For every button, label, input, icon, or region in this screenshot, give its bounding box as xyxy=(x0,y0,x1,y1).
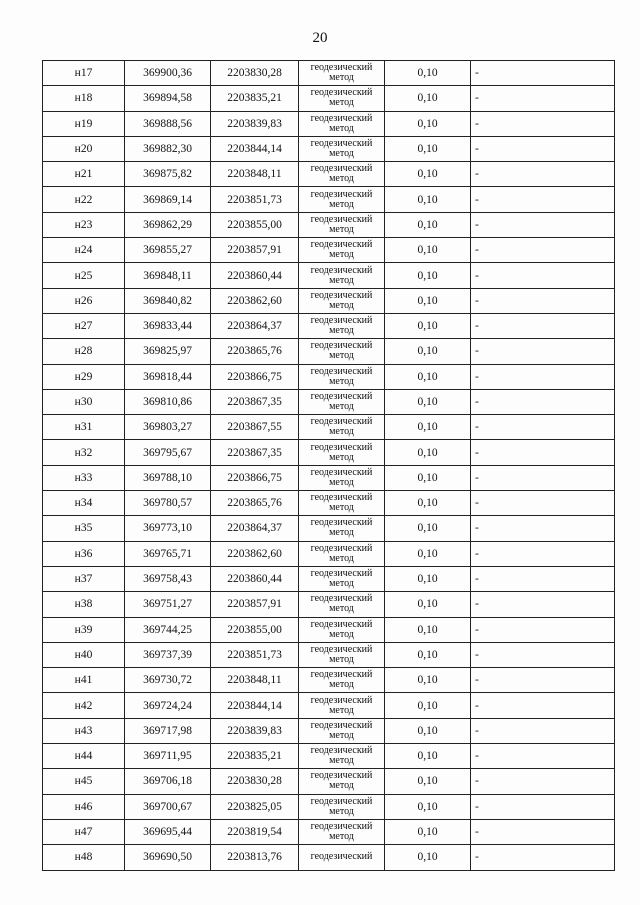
table-row xyxy=(43,238,615,263)
table-row xyxy=(43,111,615,136)
x-coordinate-cell: 369717,98 xyxy=(125,718,211,743)
point-number-cell: н25 xyxy=(43,263,125,288)
accuracy-cell: 0,10 xyxy=(385,718,471,743)
x-coordinate-cell: 369765,71 xyxy=(125,541,211,566)
accuracy-cell: 0,10 xyxy=(385,769,471,794)
method-cell: геодезический метод xyxy=(299,566,385,591)
method-cell: геодезический метод xyxy=(299,389,385,414)
remark-cell: - xyxy=(471,263,615,288)
table-row xyxy=(43,339,615,364)
method-cell: геодезический метод xyxy=(299,364,385,389)
table-row xyxy=(43,364,615,389)
page-number: 20 xyxy=(312,30,328,46)
x-coordinate-cell: 369825,97 xyxy=(125,339,211,364)
method-cell: геодезический метод xyxy=(299,491,385,516)
accuracy-cell: 0,10 xyxy=(385,617,471,642)
x-coordinate-cell: 369695,44 xyxy=(125,819,211,844)
table-row xyxy=(43,491,615,516)
accuracy-cell: 0,10 xyxy=(385,187,471,212)
table-row xyxy=(43,465,615,490)
x-coordinate-cell: 369869,14 xyxy=(125,187,211,212)
table-row xyxy=(43,162,615,187)
remark-cell: - xyxy=(471,617,615,642)
table-row xyxy=(43,566,615,591)
accuracy-cell: 0,10 xyxy=(385,263,471,288)
accuracy-cell: 0,10 xyxy=(385,212,471,237)
x-coordinate-cell: 369848,11 xyxy=(125,263,211,288)
accuracy-cell: 0,10 xyxy=(385,313,471,338)
y-coordinate-cell: 2203862,60 xyxy=(211,541,299,566)
y-coordinate-cell: 2203857,91 xyxy=(211,238,299,263)
y-coordinate-cell: 2203866,75 xyxy=(211,364,299,389)
accuracy-cell: 0,10 xyxy=(385,845,471,870)
remark-cell: - xyxy=(471,566,615,591)
table-row xyxy=(43,212,615,237)
table-row xyxy=(43,642,615,667)
table-row xyxy=(43,516,615,541)
accuracy-cell: 0,10 xyxy=(385,819,471,844)
method-cell: геодезический метод xyxy=(299,187,385,212)
point-number-cell: н47 xyxy=(43,819,125,844)
x-coordinate-cell: 369724,24 xyxy=(125,693,211,718)
x-coordinate-cell: 369795,67 xyxy=(125,440,211,465)
method-cell: геодезический метод xyxy=(299,592,385,617)
point-number-cell: н22 xyxy=(43,187,125,212)
y-coordinate-cell: 2203855,00 xyxy=(211,617,299,642)
y-coordinate-cell: 2203830,28 xyxy=(211,61,299,86)
y-coordinate-cell: 2203844,14 xyxy=(211,693,299,718)
method-cell: геодезический метод xyxy=(299,212,385,237)
accuracy-cell: 0,10 xyxy=(385,415,471,440)
remark-cell: - xyxy=(471,61,615,86)
accuracy-cell: 0,10 xyxy=(385,491,471,516)
point-number-cell: н17 xyxy=(43,61,125,86)
x-coordinate-cell: 369833,44 xyxy=(125,313,211,338)
x-coordinate-cell: 369780,57 xyxy=(125,491,211,516)
method-cell: геодезический метод xyxy=(299,642,385,667)
x-coordinate-cell: 369773,10 xyxy=(125,516,211,541)
x-coordinate-cell: 369758,43 xyxy=(125,566,211,591)
remark-cell: - xyxy=(471,769,615,794)
accuracy-cell: 0,10 xyxy=(385,440,471,465)
x-coordinate-cell: 369730,72 xyxy=(125,668,211,693)
method-cell: геодезический метод xyxy=(299,111,385,136)
x-coordinate-cell: 369788,10 xyxy=(125,465,211,490)
method-cell: геодезический метод xyxy=(299,313,385,338)
y-coordinate-cell: 2203864,37 xyxy=(211,313,299,338)
accuracy-cell: 0,10 xyxy=(385,465,471,490)
remark-cell: - xyxy=(471,339,615,364)
x-coordinate-cell: 369751,27 xyxy=(125,592,211,617)
table-row xyxy=(43,693,615,718)
x-coordinate-cell: 369882,30 xyxy=(125,136,211,161)
point-number-cell: н37 xyxy=(43,566,125,591)
x-coordinate-cell: 369810,86 xyxy=(125,389,211,414)
method-cell: геодезический метод xyxy=(299,288,385,313)
method-cell: геодезический метод xyxy=(299,693,385,718)
table-row xyxy=(43,668,615,693)
remark-cell: - xyxy=(471,136,615,161)
y-coordinate-cell: 2203848,11 xyxy=(211,162,299,187)
table-row xyxy=(43,744,615,769)
point-number-cell: н30 xyxy=(43,389,125,414)
method-cell: геодезический метод xyxy=(299,769,385,794)
remark-cell: - xyxy=(471,389,615,414)
x-coordinate-cell: 369888,56 xyxy=(125,111,211,136)
table-row xyxy=(43,819,615,844)
point-number-cell: н34 xyxy=(43,491,125,516)
remark-cell: - xyxy=(471,744,615,769)
x-coordinate-cell: 369803,27 xyxy=(125,415,211,440)
y-coordinate-cell: 2203844,14 xyxy=(211,136,299,161)
y-coordinate-cell: 2203835,21 xyxy=(211,86,299,111)
table-row xyxy=(43,288,615,313)
point-number-cell: н19 xyxy=(43,111,125,136)
method-cell: геодезический метод xyxy=(299,617,385,642)
remark-cell: - xyxy=(471,440,615,465)
table-row xyxy=(43,440,615,465)
remark-cell: - xyxy=(471,111,615,136)
coordinates-table xyxy=(42,60,615,871)
accuracy-cell: 0,10 xyxy=(385,364,471,389)
point-number-cell: н48 xyxy=(43,845,125,870)
method-cell: геодезический метод xyxy=(299,465,385,490)
table-row xyxy=(43,592,615,617)
point-number-cell: н45 xyxy=(43,769,125,794)
accuracy-cell: 0,10 xyxy=(385,111,471,136)
table-row xyxy=(43,263,615,288)
remark-cell: - xyxy=(471,465,615,490)
accuracy-cell: 0,10 xyxy=(385,794,471,819)
remark-cell: - xyxy=(471,642,615,667)
y-coordinate-cell: 2203857,91 xyxy=(211,592,299,617)
y-coordinate-cell: 2203862,60 xyxy=(211,288,299,313)
table-row xyxy=(43,769,615,794)
point-number-cell: н33 xyxy=(43,465,125,490)
method-cell: геодезический метод xyxy=(299,668,385,693)
remark-cell: - xyxy=(471,794,615,819)
x-coordinate-cell: 369818,44 xyxy=(125,364,211,389)
y-coordinate-cell: 2203839,83 xyxy=(211,111,299,136)
y-coordinate-cell: 2203860,44 xyxy=(211,566,299,591)
table-row xyxy=(43,415,615,440)
y-coordinate-cell: 2203813,76 xyxy=(211,845,299,870)
point-number-cell: н46 xyxy=(43,794,125,819)
method-cell: геодезический метод xyxy=(299,415,385,440)
table-row xyxy=(43,617,615,642)
y-coordinate-cell: 2203830,28 xyxy=(211,769,299,794)
y-coordinate-cell: 2203851,73 xyxy=(211,187,299,212)
method-cell: геодезический xyxy=(299,845,385,870)
remark-cell: - xyxy=(471,415,615,440)
x-coordinate-cell: 369900,36 xyxy=(125,61,211,86)
point-number-cell: н41 xyxy=(43,668,125,693)
remark-cell: - xyxy=(471,313,615,338)
point-number-cell: н40 xyxy=(43,642,125,667)
accuracy-cell: 0,10 xyxy=(385,61,471,86)
method-cell: геодезический метод xyxy=(299,718,385,743)
point-number-cell: н44 xyxy=(43,744,125,769)
y-coordinate-cell: 2203865,76 xyxy=(211,339,299,364)
method-cell: геодезический метод xyxy=(299,238,385,263)
point-number-cell: н43 xyxy=(43,718,125,743)
remark-cell: - xyxy=(471,668,615,693)
point-number-cell: н18 xyxy=(43,86,125,111)
y-coordinate-cell: 2203825,05 xyxy=(211,794,299,819)
remark-cell: - xyxy=(471,212,615,237)
accuracy-cell: 0,10 xyxy=(385,86,471,111)
point-number-cell: н27 xyxy=(43,313,125,338)
method-cell: геодезический метод xyxy=(299,162,385,187)
remark-cell: - xyxy=(471,491,615,516)
point-number-cell: н26 xyxy=(43,288,125,313)
x-coordinate-cell: 369744,25 xyxy=(125,617,211,642)
point-number-cell: н31 xyxy=(43,415,125,440)
accuracy-cell: 0,10 xyxy=(385,541,471,566)
table-row xyxy=(43,541,615,566)
accuracy-cell: 0,10 xyxy=(385,693,471,718)
accuracy-cell: 0,10 xyxy=(385,136,471,161)
coordinates-table-body xyxy=(43,61,615,871)
method-cell: геодезический метод xyxy=(299,86,385,111)
method-cell: геодезический метод xyxy=(299,339,385,364)
remark-cell: - xyxy=(471,541,615,566)
point-number-cell: н32 xyxy=(43,440,125,465)
table-row xyxy=(43,794,615,819)
remark-cell: - xyxy=(471,86,615,111)
remark-cell: - xyxy=(471,718,615,743)
method-cell: геодезический метод xyxy=(299,794,385,819)
point-number-cell: н23 xyxy=(43,212,125,237)
accuracy-cell: 0,10 xyxy=(385,592,471,617)
y-coordinate-cell: 2203867,35 xyxy=(211,440,299,465)
point-number-cell: н20 xyxy=(43,136,125,161)
accuracy-cell: 0,10 xyxy=(385,516,471,541)
point-number-cell: н42 xyxy=(43,693,125,718)
remark-cell: - xyxy=(471,238,615,263)
remark-cell: - xyxy=(471,162,615,187)
x-coordinate-cell: 369737,39 xyxy=(125,642,211,667)
method-cell: геодезический метод xyxy=(299,61,385,86)
y-coordinate-cell: 2203866,75 xyxy=(211,465,299,490)
method-cell: геодезический метод xyxy=(299,819,385,844)
x-coordinate-cell: 369690,50 xyxy=(125,845,211,870)
remark-cell: - xyxy=(471,516,615,541)
y-coordinate-cell: 2203865,76 xyxy=(211,491,299,516)
x-coordinate-cell: 369855,27 xyxy=(125,238,211,263)
remark-cell: - xyxy=(471,819,615,844)
table-row xyxy=(43,136,615,161)
x-coordinate-cell: 369700,67 xyxy=(125,794,211,819)
remark-cell: - xyxy=(471,693,615,718)
x-coordinate-cell: 369894,58 xyxy=(125,86,211,111)
x-coordinate-cell: 369711,95 xyxy=(125,744,211,769)
y-coordinate-cell: 2203867,35 xyxy=(211,389,299,414)
accuracy-cell: 0,10 xyxy=(385,744,471,769)
remark-cell: - xyxy=(471,592,615,617)
remark-cell: - xyxy=(471,845,615,870)
y-coordinate-cell: 2203839,83 xyxy=(211,718,299,743)
remark-cell: - xyxy=(471,288,615,313)
x-coordinate-cell: 369862,29 xyxy=(125,212,211,237)
table-row xyxy=(43,718,615,743)
y-coordinate-cell: 2203860,44 xyxy=(211,263,299,288)
table-row xyxy=(43,187,615,212)
accuracy-cell: 0,10 xyxy=(385,339,471,364)
accuracy-cell: 0,10 xyxy=(385,288,471,313)
y-coordinate-cell: 2203864,37 xyxy=(211,516,299,541)
accuracy-cell: 0,10 xyxy=(385,238,471,263)
table-row xyxy=(43,389,615,414)
method-cell: геодезический метод xyxy=(299,541,385,566)
method-cell: геодезический метод xyxy=(299,136,385,161)
point-number-cell: н24 xyxy=(43,238,125,263)
x-coordinate-cell: 369706,18 xyxy=(125,769,211,794)
point-number-cell: н38 xyxy=(43,592,125,617)
method-cell: геодезический метод xyxy=(299,744,385,769)
method-cell: геодезический метод xyxy=(299,440,385,465)
point-number-cell: н36 xyxy=(43,541,125,566)
accuracy-cell: 0,10 xyxy=(385,566,471,591)
point-number-cell: н39 xyxy=(43,617,125,642)
accuracy-cell: 0,10 xyxy=(385,668,471,693)
table-row xyxy=(43,61,615,86)
accuracy-cell: 0,10 xyxy=(385,389,471,414)
remark-cell: - xyxy=(471,187,615,212)
accuracy-cell: 0,10 xyxy=(385,642,471,667)
accuracy-cell: 0,10 xyxy=(385,162,471,187)
y-coordinate-cell: 2203851,73 xyxy=(211,642,299,667)
table-row xyxy=(43,313,615,338)
point-number-cell: н21 xyxy=(43,162,125,187)
y-coordinate-cell: 2203848,11 xyxy=(211,668,299,693)
y-coordinate-cell: 2203835,21 xyxy=(211,744,299,769)
method-cell: геодезический метод xyxy=(299,263,385,288)
point-number-cell: н28 xyxy=(43,339,125,364)
x-coordinate-cell: 369875,82 xyxy=(125,162,211,187)
point-number-cell: н29 xyxy=(43,364,125,389)
y-coordinate-cell: 2203819,54 xyxy=(211,819,299,844)
x-coordinate-cell: 369840,82 xyxy=(125,288,211,313)
table-row xyxy=(43,86,615,111)
remark-cell: - xyxy=(471,364,615,389)
y-coordinate-cell: 2203855,00 xyxy=(211,212,299,237)
point-number-cell: н35 xyxy=(43,516,125,541)
table-row xyxy=(43,845,615,870)
y-coordinate-cell: 2203867,55 xyxy=(211,415,299,440)
method-cell: геодезический метод xyxy=(299,516,385,541)
